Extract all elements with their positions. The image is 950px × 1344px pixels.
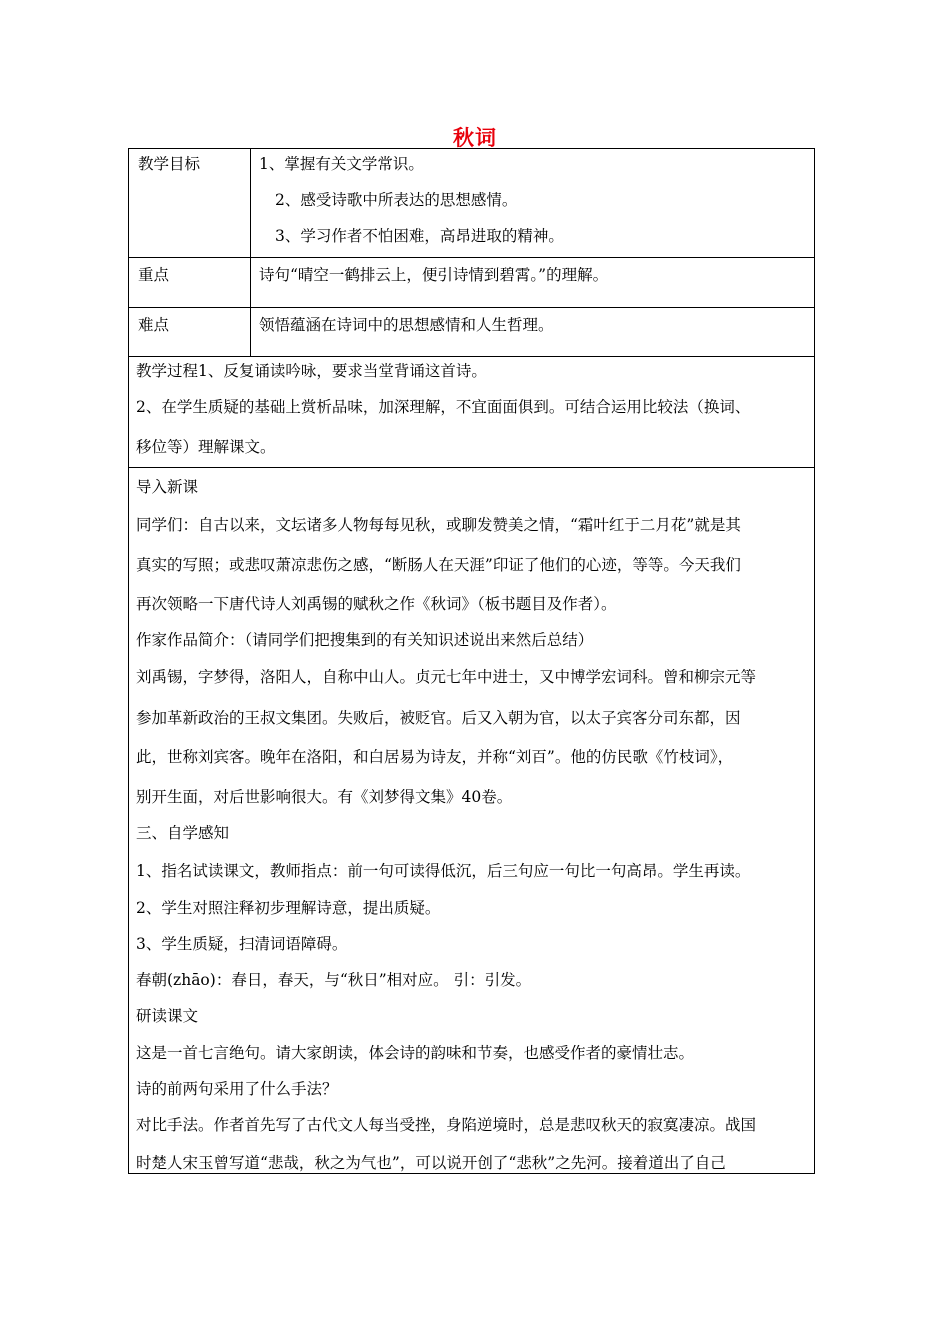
body-line: 参加革新政治的王叔文集团。失败后，被贬官。后又入朝为官，以太子宾客分司东都，因 (136, 709, 741, 727)
body-line: 3、学生质疑，扫清词语障碍。 (136, 935, 348, 953)
key-point-text: 诗句“晴空一鹤排云上，便引诗情到碧霄。”的理解。 (259, 266, 609, 284)
body-line: 对比手法。作者首先写了古代文人每当受挫，身陷逆境时，总是悲叹秋天的寂寞凄凉。战国 (136, 1116, 757, 1134)
body-line: 1、指名试读课文，教师指点：前一句可读得低沉，后三句应一句比一句高昂。学生再读。 (136, 862, 751, 880)
row-divider (129, 467, 814, 468)
body-line: 此，世称刘宾客。晚年在洛阳，和白居易为诗友，并称“刘百”。他的仿民歌《竹枝词》， (136, 748, 734, 766)
body-line: 春朝(zhāo)：春日，春天，与“秋日”相对应。 引：引发。 (136, 971, 532, 989)
goal-item: 2、感受诗歌中所表达的思想感情。 (275, 191, 518, 209)
section-heading: 导入新课 (136, 478, 199, 496)
process-line: 教学过程1、反复诵读吟咏，要求当堂背诵这首诗。 (136, 362, 487, 380)
lesson-plan-table (128, 148, 815, 1174)
key-point-label: 重点 (138, 266, 170, 284)
body-line: 刘禹锡，字梦得，洛阳人，自称中山人。贞元七年中进士，又中博学宏词科。曾和柳宗元等 (136, 668, 757, 686)
goal-item: 3、学习作者不怕困难，高昂进取的精神。 (275, 227, 564, 245)
process-line: 移位等）理解课文。 (136, 438, 276, 456)
body-line: 诗的前两句采用了什么手法？ (136, 1080, 338, 1098)
body-line: 别开生面，对后世影响很大。有《刘梦得文集》40卷。 (136, 788, 513, 806)
difficulty-label: 难点 (138, 316, 170, 334)
row-divider (129, 257, 814, 258)
difficulty-text: 领悟蕴涵在诗词中的思想感情和人生哲理。 (259, 316, 554, 334)
section-heading: 三、自学感知 (136, 824, 230, 842)
body-line: 再次领略一下唐代诗人刘禹锡的赋秋之作《秋词》（板书题目及作者）。 (136, 595, 617, 613)
goal-item: 1、掌握有关文学常识。 (259, 155, 424, 173)
section-heading: 研读课文 (136, 1007, 199, 1025)
body-line: 这是一首七言绝句。请大家朗读，体会诗的韵味和节奏，也感受作者的豪情壮志。 (136, 1044, 695, 1062)
row-divider (129, 307, 814, 308)
goals-label: 教学目标 (138, 155, 201, 173)
body-line: 真实的写照；或悲叹萧凉悲伤之感，“断肠人在天涯”印证了他们的心迹，等等。今天我们 (136, 556, 741, 574)
column-divider (250, 149, 251, 356)
body-line: 时楚人宋玉曾写道“悲哉，秋之为气也”，可以说开创了“悲秋”之先河。接着道出了自己 (136, 1154, 726, 1172)
row-divider (129, 356, 814, 357)
body-line: 同学们：自古以来，文坛诸多人物每每见秋，或聊发赞美之情，“霜叶红于二月花”就是其 (136, 516, 741, 534)
page-title: 秋词 (453, 126, 497, 150)
body-line: 2、学生对照注释初步理解诗意，提出质疑。 (136, 899, 441, 917)
body-line: 作家作品简介：（请同学们把搜集到的有关知识述说出来然后总结） (136, 631, 594, 649)
process-line: 2、在学生质疑的基础上赏析品味，加深理解，不宜面面俱到。可结合运用比较法（换词、 (136, 398, 751, 416)
